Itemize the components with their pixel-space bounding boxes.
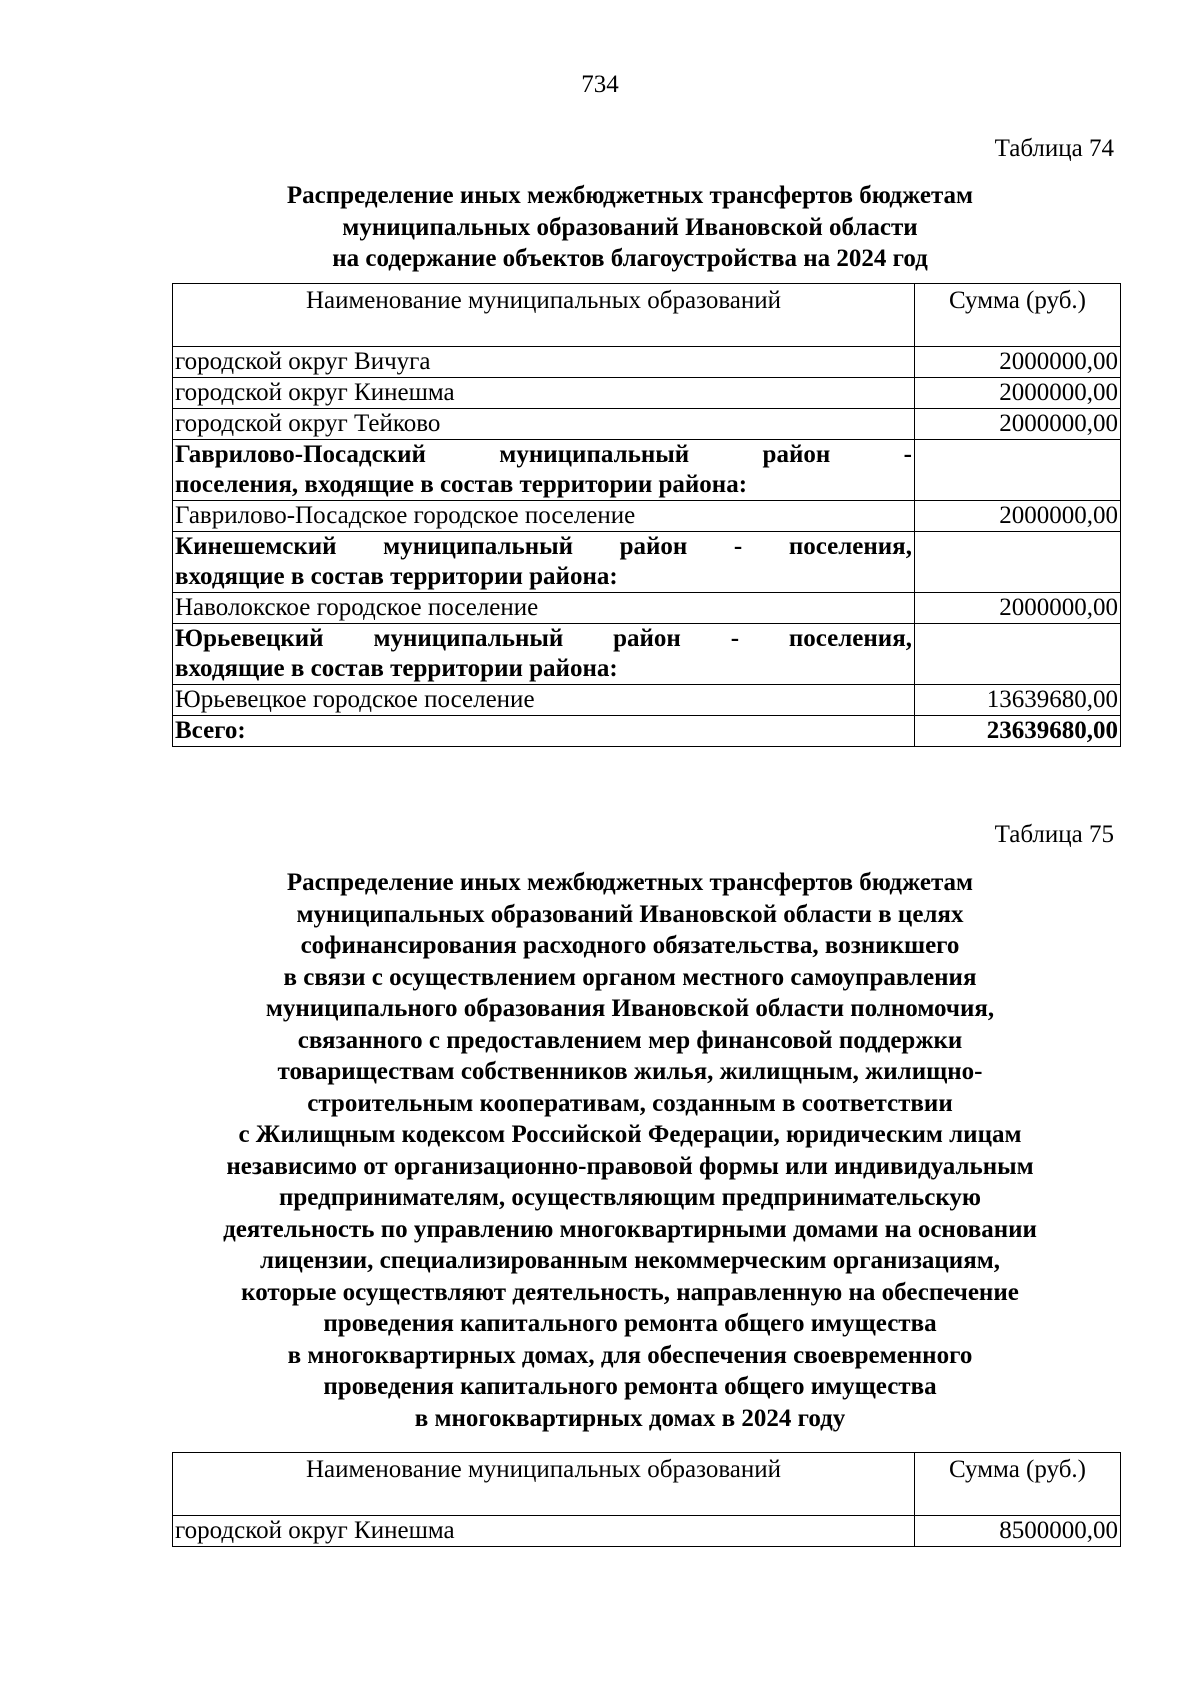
municipality-name: Гаврилово-Посадское городское поселение: [173, 501, 915, 532]
amount: [915, 440, 1121, 501]
word: Юрьевецкий: [175, 625, 324, 652]
title-line: муниципальных образований Ивановской области: [342, 213, 918, 241]
group-heading-line1: [175, 440, 912, 470]
table-header-row: [173, 1453, 1121, 1516]
municipality-name: Юрьевецкое городское поселение: [173, 685, 915, 716]
word: район: [613, 625, 681, 652]
table-row: [173, 347, 1121, 378]
title-line: в многоквартирных домах в 2024 году: [414, 1404, 846, 1432]
table-header-row: [173, 284, 1121, 347]
column-header-sum: Сумма (руб.): [915, 1453, 1121, 1516]
title-line: в многоквартирных домах, для обеспечения своевременного: [287, 1341, 973, 1369]
word: район: [762, 441, 831, 468]
title-line: на содержание объектов благоустройства на 2024 год: [332, 245, 928, 272]
table-75-label: Таблица 75: [994, 821, 1114, 848]
title-line: лицензии, специализированным некоммерческим организациям,: [259, 1247, 1001, 1274]
title-line: муниципального образования Ивановской области полномочия,: [265, 995, 995, 1022]
district-group-name: [173, 624, 915, 685]
amount: 8500000,00: [915, 1516, 1121, 1547]
table-row: [173, 685, 1121, 716]
district-group-name: [173, 440, 915, 501]
table-75: [172, 1452, 1121, 1547]
word: Кинешемский: [175, 533, 337, 560]
table-74-label: Таблица 74: [994, 135, 1114, 162]
title-line: связанного с предоставлением мер финансовой поддержки: [297, 1026, 963, 1054]
title-line: товариществам собственников жилья, жилищным, жилищно-: [277, 1058, 983, 1085]
title-line: Распределение иных межбюджетных трансфертов бюджетам: [286, 869, 974, 896]
total-label: Всего:: [173, 716, 915, 747]
title-line: деятельность по управлению многоквартирными домами на основании: [223, 1215, 1037, 1243]
table-74-title: [160, 180, 1100, 275]
word: муниципальный: [383, 533, 574, 560]
group-heading-line2: поселения, входящие в состав территории района:: [175, 471, 748, 498]
title-line: софинансирования расходного обязательства, возникшего: [300, 932, 960, 959]
title-line: строительным кооперативам, созданным в соответствии: [307, 1089, 953, 1117]
title-line: Распределение иных межбюджетных трансфертов бюджетам: [286, 182, 974, 209]
title-line: с Жилищным кодексом Российской Федерации, юридическим лицам: [238, 1121, 1022, 1148]
word: поселения,: [788, 625, 912, 652]
column-header-name: Наименование муниципальных образований: [173, 1453, 915, 1516]
table-75-title: [160, 867, 1100, 1434]
column-header-name: Наименование муниципальных образований: [173, 284, 915, 347]
amount: 13639680,00: [915, 685, 1121, 716]
amount: 2000000,00: [915, 347, 1121, 378]
page-number: 734: [581, 71, 619, 98]
group-heading-line1: [175, 532, 912, 562]
title-line: предпринимателям, осуществляющим предпринимательскую: [278, 1184, 981, 1211]
table-row: [173, 378, 1121, 409]
district-group-name: [173, 532, 915, 593]
group-row: [173, 624, 1121, 685]
word: муниципальный: [499, 441, 690, 468]
word: -: [733, 533, 743, 560]
word: -: [730, 625, 740, 652]
amount: [915, 624, 1121, 685]
amount: 2000000,00: [915, 409, 1121, 440]
municipality-name: городской округ Кинешма: [173, 378, 915, 409]
title-line: независимо от организационно-правовой формы или индивидуальным: [226, 1152, 1034, 1180]
word: поселения,: [788, 533, 912, 560]
amount: [915, 532, 1121, 593]
municipality-name: городской округ Кинешма: [173, 1516, 915, 1547]
group-row: [173, 440, 1121, 501]
municipality-name: Наволокское городское поселение: [173, 593, 915, 624]
group-heading-line2: входящие в состав территории района:: [175, 563, 618, 590]
table-row: [173, 593, 1121, 624]
table-row: [173, 1516, 1121, 1547]
group-heading-line1: [175, 624, 912, 654]
word: Гаврилово-Посадский: [175, 441, 426, 468]
column-header-sum: Сумма (руб.): [915, 284, 1121, 347]
municipality-name: городской округ Тейково: [173, 409, 915, 440]
municipality-name: городской округ Вичуга: [173, 347, 915, 378]
amount: 2000000,00: [915, 593, 1121, 624]
group-row: [173, 532, 1121, 593]
table-row: [173, 409, 1121, 440]
table-row: [173, 501, 1121, 532]
title-line: в связи с осуществлением органом местного самоуправления: [283, 963, 977, 991]
amount: 2000000,00: [915, 378, 1121, 409]
title-line: проведения капитального ремонта общего имущества: [323, 1310, 937, 1337]
amount: 2000000,00: [915, 501, 1121, 532]
group-heading-line2: входящие в состав территории района:: [175, 655, 618, 682]
title-line: которые осуществляют деятельность, направленную на обеспечение: [241, 1278, 1019, 1306]
total-row: [173, 716, 1121, 747]
word: -: [903, 441, 912, 468]
word: район: [619, 533, 688, 560]
title-line: муниципальных образований Ивановской области в целях: [296, 900, 964, 928]
title-line: проведения капитального ремонта общего имущества: [323, 1373, 937, 1400]
table-74: [172, 283, 1121, 747]
total-amount: 23639680,00: [915, 716, 1121, 747]
word: муниципальный: [373, 625, 564, 652]
